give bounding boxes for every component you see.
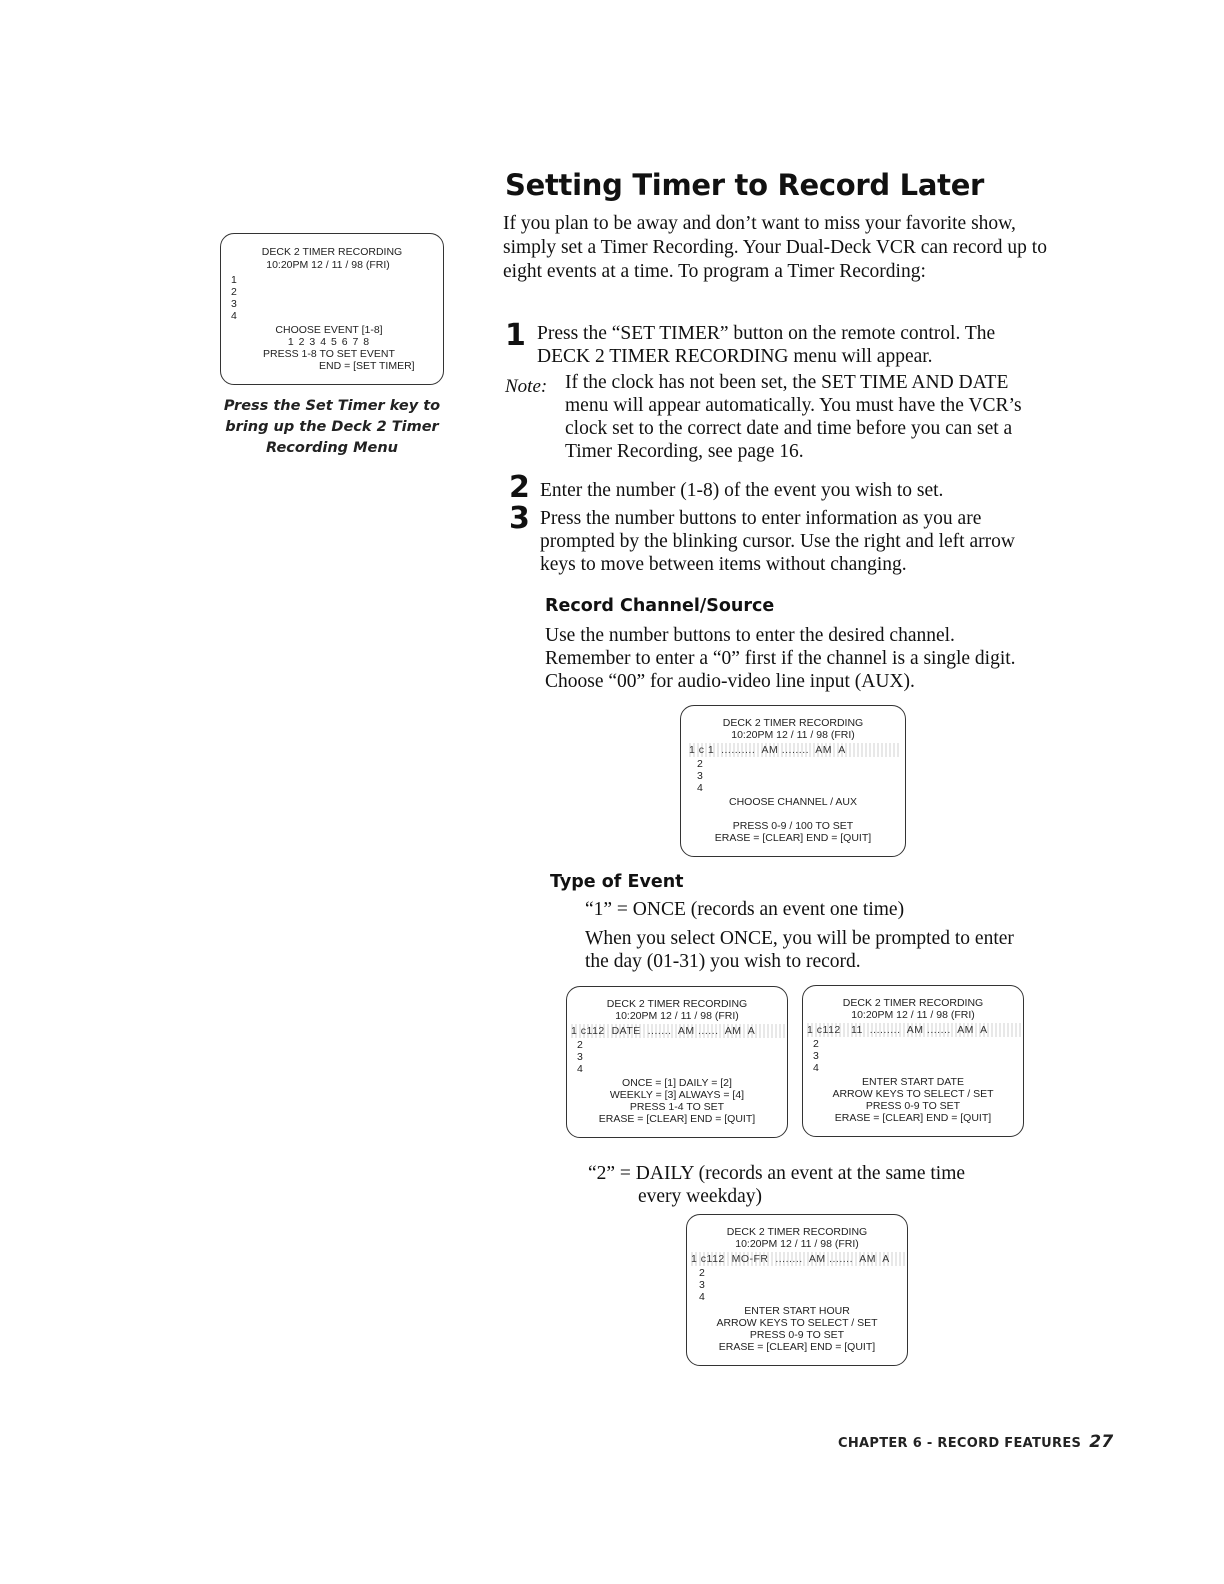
end-set-timer-prompt: END = [SET TIMER] (319, 360, 415, 372)
event-row-2: 2 (699, 1267, 705, 1279)
event-entry-highlight: 1 c112 DATE ....... AM ...... AM A (571, 1024, 785, 1038)
arrow-keys-prompt: ARROW KEYS TO SELECT / SET (832, 1088, 994, 1100)
press-to-set-prompt: PRESS 0-9 / 100 TO SET (732, 820, 854, 832)
screen-datetime: 10:20PM 12 / 11 / 98 (FRI) (266, 259, 390, 271)
erase-end-prompt: ERASE = [CLEAR] END = [QUIT] (598, 1113, 756, 1125)
screen-header: DECK 2 TIMER RECORDING (842, 997, 984, 1009)
choose-channel-prompt: CHOOSE CHANNEL / AUX (729, 796, 857, 808)
once-detail: When you select ONCE, you will be prompted to enter the day (01-31) you wish to record. (585, 928, 1014, 972)
press-to-set-prompt: PRESS 0-9 TO SET (865, 1100, 961, 1112)
caption-line-2: bring up the Deck 2 Timer (225, 419, 439, 435)
step-1-text: Press the “SET TIMER” button on the remote control. The DECK 2 TIMER RECORDING menu will appear. (537, 323, 996, 367)
event-row-3: 3 (813, 1050, 819, 1062)
event-entry-highlight: 1 c 1 .......... AM ........ AM A (689, 743, 901, 757)
event-row-3: 3 (577, 1051, 583, 1063)
enter-start-hour-prompt: ENTER START HOUR (744, 1305, 850, 1317)
step-3-number: 3 (509, 501, 530, 536)
event-row-2: 2 (813, 1038, 819, 1050)
event-row-3: 3 (697, 770, 703, 782)
intro-paragraph: If you plan to be away and don’t want to miss your favorite show, simply set a Timer Recording. Your Dual-Deck VCR can record up to eight events at a time. To program a Timer Recording: (503, 213, 1047, 282)
daily-definition-cont: every weekday) (638, 1186, 762, 1207)
step-2-text: Enter the number (1-8) of the event you wish to set. (540, 480, 944, 501)
figure-caption (222, 396, 442, 459)
choose-channel-screen (680, 705, 906, 857)
event-row-4: 4 (231, 310, 237, 322)
event-row-4: 4 (813, 1062, 819, 1074)
choose-event-prompt: CHOOSE EVENT [1-8] (275, 324, 383, 336)
event-entry-highlight: 1 c112 11 ......... AM ....... AM A (807, 1023, 1021, 1037)
note-text: If the clock has not been set, the SET TIME AND DATE menu will appear automatically. You must have the VCR’s clock set to the correct date and time before you can set a Timer Recording, see page 16. (565, 372, 1022, 462)
start-hour-screen (686, 1214, 908, 1366)
event-entry-highlight: 1 c112 MO-FR ........ AM ....... AM A (691, 1252, 905, 1266)
note-label: Note: (505, 376, 548, 397)
step-3-text: Press the number buttons to enter information as you are prompted by the blinking cursor. Use the right and left arrow keys to move between items without changing. (540, 508, 1015, 575)
event-numbers: 1 2 3 4 5 6 7 8 (287, 336, 371, 348)
type-of-event-heading: Type of Event (550, 872, 684, 892)
screen-header: DECK 2 TIMER RECORDING (261, 246, 403, 258)
erase-end-prompt: ERASE = [CLEAR] END = [QUIT] (834, 1112, 992, 1124)
event-row-4: 4 (699, 1291, 705, 1303)
caption-line-3: Recording Menu (266, 440, 398, 456)
enter-start-date-prompt: ENTER START DATE (862, 1076, 964, 1088)
start-date-screen (802, 985, 1024, 1137)
record-channel-text: Use the number buttons to enter the desired channel. Remember to enter a “0” first if the channel is a single digit. Choose “00” for audio-video line input (AUX). (545, 625, 1016, 692)
event-type-screen (566, 986, 788, 1138)
once-daily-options: ONCE = [1] DAILY = [2] (622, 1077, 732, 1089)
screen-datetime: 10:20PM 12 / 11 / 98 (FRI) (731, 729, 855, 741)
page-title: Setting Timer to Record Later (505, 168, 985, 202)
screen-datetime: 10:20PM 12 / 11 / 98 (FRI) (615, 1010, 739, 1022)
step-1-number: 1 (505, 318, 526, 353)
record-channel-heading: Record Channel/Source (545, 596, 775, 616)
page-footer (838, 1432, 1113, 1452)
erase-end-prompt: ERASE = [CLEAR] END = [QUIT] (714, 832, 872, 844)
event-row-2: 2 (231, 286, 237, 298)
erase-end-prompt: ERASE = [CLEAR] END = [QUIT] (718, 1341, 876, 1353)
screen-header: DECK 2 TIMER RECORDING (606, 998, 748, 1010)
event-row-4: 4 (697, 782, 703, 794)
arrow-keys-prompt: ARROW KEYS TO SELECT / SET (716, 1317, 878, 1329)
screen-datetime: 10:20PM 12 / 11 / 98 (FRI) (735, 1238, 859, 1250)
page-number: 27 (1089, 1432, 1114, 1452)
event-row-4: 4 (577, 1063, 583, 1075)
caption-line-1: Press the Set Timer key to (223, 398, 441, 414)
deck2-timer-menu-screen (220, 233, 444, 385)
weekly-always-options: WEEKLY = [3] ALWAYS = [4] (609, 1089, 745, 1101)
press-to-set-prompt: PRESS 1-8 TO SET EVENT (263, 348, 395, 360)
step-2-number: 2 (509, 470, 530, 505)
screen-header: DECK 2 TIMER RECORDING (722, 717, 864, 729)
once-definition: “1” = ONCE (records an event one time) (585, 899, 905, 920)
press-to-set-prompt: PRESS 0-9 TO SET (749, 1329, 845, 1341)
press-to-set-prompt: PRESS 1-4 TO SET (629, 1101, 725, 1113)
screen-header: DECK 2 TIMER RECORDING (726, 1226, 868, 1238)
event-row-2: 2 (577, 1039, 583, 1051)
daily-definition: “2” = DAILY (records an event at the same time (588, 1163, 966, 1184)
chapter-label: CHAPTER 6 - RECORD FEATURES (838, 1436, 1082, 1451)
screen-datetime: 10:20PM 12 / 11 / 98 (FRI) (851, 1009, 975, 1021)
event-row-1: 1 (231, 274, 237, 286)
event-row-3: 3 (231, 298, 237, 310)
event-row-3: 3 (699, 1279, 705, 1291)
event-row-2: 2 (697, 758, 703, 770)
